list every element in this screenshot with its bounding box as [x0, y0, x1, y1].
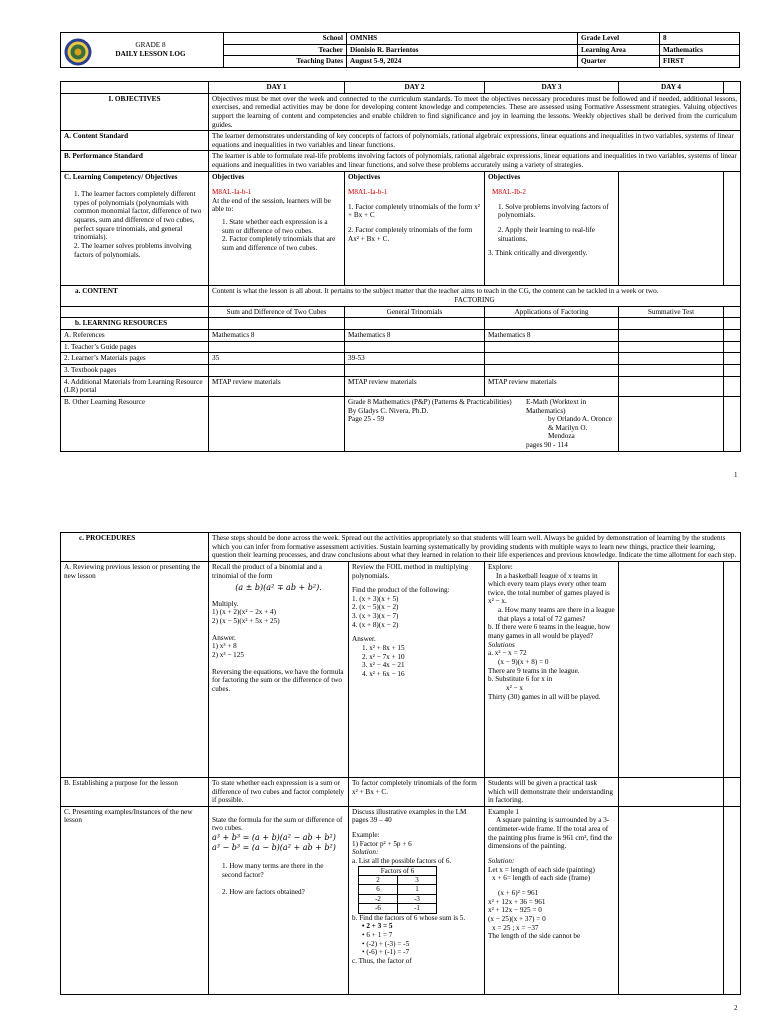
a1-multiply: Multiply.: [212, 599, 239, 608]
tg-d3: [485, 341, 619, 353]
day3-objective-3: 3. Think critically and divergently.: [488, 249, 588, 258]
add-day3: MTAP review materials: [485, 376, 619, 396]
references-label: A. References: [61, 330, 209, 342]
c3-e4: (x − 25)(x + 37) = 0: [488, 914, 546, 923]
c3-e5: x = 25 ; x = −37: [492, 923, 539, 932]
day5-objectives-cell: [724, 172, 741, 286]
content-topic: FACTORING: [454, 296, 495, 305]
tg-d5: [724, 341, 741, 353]
day-3-header: DAY 3: [485, 82, 619, 94]
c2-bullet-2: • 6 + 1 = 7: [362, 930, 393, 939]
add-day1: MTAP review materials: [209, 376, 345, 396]
tb-d1: [209, 364, 345, 376]
a1-q2: 2) (x − 5)(x² + 5x + 25): [212, 617, 280, 626]
a3-s1: a. x² − x = 72: [488, 649, 527, 658]
page-number-1: 1: [734, 471, 738, 479]
a1-formula: (a ± b)(a² ∓ ab + b²).: [235, 583, 322, 593]
content-label: a. CONTENT: [61, 286, 209, 306]
factor-cell: 2: [359, 876, 398, 885]
proc-b-day1: To state whether each expression is a sum or difference of two cubes and factor completely if possible.: [209, 777, 349, 806]
tg-d1: [209, 341, 345, 353]
day-1-header: DAY 1: [209, 82, 345, 94]
day2-objective-2: 2. Factor completely trinomials of the form Ax² + Bx + C.: [348, 226, 473, 243]
other-1-title: Grade 8 Mathematics (P&P) (Patterns & Practicabilities): [348, 397, 512, 406]
resources-label: b. LEARNING RESOURCES: [61, 318, 209, 330]
ref-day4: [619, 330, 724, 342]
objectives-label: I. OBJECTIVES: [61, 93, 209, 131]
c2-discuss: Discuss illustrative examples in the LM pages 39 – 40: [352, 807, 467, 825]
ref-day5: [724, 330, 741, 342]
a2-item-2: 2. (x − 5)(x − 2): [352, 603, 399, 612]
day1-objectives-cell: [209, 172, 345, 286]
c1-formula-1: a³ + b³ = (a + b)(a² − ab + b²): [212, 833, 336, 843]
add-day2: MTAP review materials: [345, 376, 485, 396]
proc-c-day2: [349, 806, 485, 994]
day1-code: M8AL-Ia-b-1: [212, 188, 252, 197]
table-row: [359, 885, 437, 894]
day4-objectives-cell: [619, 172, 724, 286]
day1-objectives-heading: Objectives: [212, 173, 245, 182]
c1-q2: 2. How are factors obtained?: [222, 887, 305, 896]
proc-a-day4: [619, 561, 724, 777]
c2-bullet-4: • (-6) + (-1) = -7: [362, 948, 410, 957]
day3-objective-1: 1. Solve problems involving factors of polynomials.: [498, 202, 609, 220]
teacher-value: Dionisio R. Barrientos: [347, 44, 578, 56]
tb-label: 3. Textbook pages: [61, 364, 209, 376]
proc-a-day1: [209, 561, 349, 777]
factors-table-head: Factors of 6: [359, 866, 437, 875]
day3-objectives-heading: Objectives: [488, 173, 521, 182]
header-title-cell: [61, 33, 224, 68]
factor-cell: 3: [398, 876, 437, 885]
a1-recall: Recall the product of a binomial and a trinomial of the form: [212, 562, 322, 580]
grade-level-value: 8: [660, 33, 740, 45]
content-day-blank: [61, 306, 209, 318]
add-day4: [619, 376, 724, 396]
day2-topic: General Trinomials: [345, 306, 485, 318]
proc-a-label: A. Reviewing previous lesson or presenting the new lesson: [61, 561, 209, 777]
tg-d4: [619, 341, 724, 353]
lm-day1: 35: [209, 353, 345, 365]
proc-b-day4: [619, 777, 724, 806]
a2-review: Review the FOIL method in multiplying polynomials.: [352, 562, 469, 580]
a1-note: Reversing the equations, we have the formula for factoring the sum or the difference of two cubes.: [212, 667, 344, 693]
proc-b-day3: Students will be given a practical task which will demonstrate their understanding in factoring.: [485, 777, 619, 806]
content-cell: [209, 286, 741, 306]
day3-topic: Applications of Factoring: [485, 306, 619, 318]
dates-value: August 5-9, 2024: [347, 56, 578, 68]
a3-explore: Explore:: [488, 562, 513, 571]
c2-bullet-3: • (-2) + (-3) = -5: [362, 939, 410, 948]
a2-answer-3: 3. x² − 4x − 21: [362, 661, 405, 670]
c3-let1: Let x = length of each side (painting): [488, 865, 595, 874]
a3-s6: Thirty (30) games in all will be played.: [488, 692, 601, 701]
c2-solution: Solution:: [352, 848, 379, 857]
grade-title: GRADE 8: [135, 41, 166, 50]
other-2-author: by Orlando A. Oronce & Marilyn O. Mendoza: [548, 415, 612, 441]
other-day5: [724, 396, 741, 451]
factor-cell: 6: [359, 885, 398, 894]
performance-standard-text: The learner is able to formulate real-life problems involving factors of polynomials, rational algebraic expressions, linear equations and inequalities in two variables, systems of linear equations and inequalities in two variables and linear functions, and solve these problems accurately using a variety of strategies.: [209, 151, 741, 172]
content-standard-text: The learner demonstrates understanding of key concepts of factors of polynomials, rational algebraic expressions, linear equations and inequalities in two variables, systems of linear equations and inequalities in two variables and linear functions.: [209, 131, 741, 151]
lm-day2: 39-53: [345, 353, 485, 365]
table-row: [359, 876, 437, 885]
day2-code: M8AL-Ia-b-1: [348, 188, 388, 197]
a3-s2: (x − 9)(x + 8) = 0: [498, 657, 549, 666]
a3-qb: b. If there were 6 teams in the league, how many games in all would be played?: [488, 623, 611, 641]
c3-example: Example 1: [488, 807, 519, 816]
c2-example: Example:: [352, 831, 380, 840]
days-blank-cell: [61, 82, 209, 94]
other-label: B. Other Learning Resource: [61, 396, 209, 451]
day2-objectives-heading: Objectives: [348, 173, 381, 182]
a3-problem: In a basketball league of x teams in which every team plays every other team twice, the total number of games played is x² − x.: [488, 571, 610, 606]
school-value: OMNHS: [347, 33, 578, 45]
proc-a-day3: [485, 561, 619, 777]
quarter-value: FIRST: [660, 56, 740, 68]
other-1-author: By Gladys C. Nivera, Ph.D.: [348, 406, 429, 415]
a1-ans2: 2) x³ − 125: [212, 651, 244, 659]
factors-table: [358, 866, 437, 914]
lesson-table-page2: [60, 532, 741, 995]
other-2-pages: pages 90 - 114: [526, 441, 568, 450]
day1-topic: Sum and Difference of Two Cubes: [209, 306, 345, 318]
a3-s4: b. Substitute 6 for x in: [488, 675, 553, 684]
area-label: Learning Area: [578, 44, 660, 56]
resources-d2: [345, 318, 485, 330]
factor-cell: -2: [359, 894, 398, 903]
additional-label: 4. Additional Materials from Learning Resource (LR) portal: [61, 376, 209, 396]
other-day4: [619, 396, 724, 451]
a3-s3: There are 9 teams in the league.: [488, 666, 580, 675]
tg-label: 1. Teacher’s Guide pages: [61, 341, 209, 353]
a2-find: Find the product of the following:: [352, 586, 450, 595]
competency-item-1: 1. The learner factors completely different types of polynomials (polynomials with common monomial factor, difference of two squares, sum and difference of two cubes, perfect square trinomials, and general trinomials).: [74, 190, 202, 242]
content-text: Content is what the lesson is all about. It pertains to the subject matter that the teacher aims to teach in the CG, the content can be tackled in a week or two.: [212, 287, 659, 296]
competency-item-2: 2. The learner solves problems involving factors of polynomials.: [74, 241, 192, 259]
objectives-text: Objectives must be met over the week and connected to the curriculum standards. To meet the objectives necessary procedures must be followed and if needed, additional lessons, exercises, and remedial activities may be done for developing content knowledge and competencies. These are assessed using Formative Assessment strategies. Valuing objectives support the learning of content and competencies and enable children to find significance and joy in learning the lessons. Weekly objectives shall be derived from the curriculum guides.: [209, 93, 741, 131]
c1-state: State the formula for the sum or difference of two cubes.: [212, 815, 343, 833]
proc-b-label: B. Establishing a purpose for the lesson: [61, 777, 209, 806]
day1-objective-2: 2. Factor completely trinomials that are sum and difference of two cubes.: [222, 235, 336, 252]
c1-formula-2: a³ − b³ = (a − b)(a² + ab + b²): [212, 842, 336, 852]
tg-d2: [345, 341, 485, 353]
lm-day3: [485, 353, 619, 365]
area-value: Mathematics: [660, 44, 740, 56]
a1-q1: 1) (x + 2)(x² − 2x + 4): [212, 608, 277, 617]
c3-problem: A square painting is surrounded by a 3-centimeter-wide frame. If the total area of the painting plus frame is 961 cm², find the dimensions of the painting.: [488, 816, 613, 851]
c3-e6: The length of the side cannot be: [488, 932, 581, 941]
day2-objective-1: 1. Factor completely trinomials of the form x² + Bx + C: [348, 202, 480, 220]
day3-objective-2: 2. Apply their learning to real-life situations.: [498, 226, 595, 243]
page-number-2: 2: [734, 1004, 738, 1012]
teacher-label: Teacher: [224, 44, 347, 56]
log-title: DAILY LESSON LOG: [115, 49, 186, 58]
a2-answer-4: 4. x² + 6x − 16: [362, 669, 405, 678]
factor-cell: 1: [398, 885, 437, 894]
day1-lead: At the end of the session, learners will be able to:: [212, 196, 331, 214]
quarter-label: Quarter: [578, 56, 660, 68]
factor-cell: -6: [359, 904, 398, 913]
resources-d4: [619, 318, 724, 330]
competency-label: C. Learning Competency/ Objectives: [64, 173, 178, 182]
day5-topic: [724, 306, 741, 318]
other-day1: [209, 396, 345, 451]
a2-item-1: 1. (x + 3)(x + 5): [352, 594, 399, 603]
grade-level-label: Grade Level: [578, 33, 660, 45]
lm-day5: [724, 353, 741, 365]
a3-qa: a. How many teams are there in a league that plays a total of 72 games?: [498, 606, 615, 623]
competency-cell: [61, 172, 209, 286]
proc-a-day2: [349, 561, 485, 777]
ref-day2: Mathematics 8: [345, 330, 485, 342]
day-5-header: [724, 82, 741, 94]
c1-q1: 1. How many terms are there in the second factor?: [222, 862, 324, 879]
content-standard-label: A. Content Standard: [61, 131, 209, 151]
c3-solution: Solution:: [488, 857, 515, 866]
a3-solutions: Solutions: [488, 640, 515, 649]
ref-day3: Mathematics 8: [485, 330, 619, 342]
resources-d3: [485, 318, 619, 330]
lesson-table-page1: [60, 81, 741, 452]
bullet-text: (-6) + (-1) = -7: [366, 948, 410, 957]
school-label: School: [224, 33, 347, 45]
proc-c-day4: [619, 806, 724, 994]
header-table: [60, 32, 740, 68]
c2-factor: 1) Factor p² + 5p + 6: [352, 839, 412, 848]
performance-standard-label: B. Performance Standard: [61, 151, 209, 172]
tb-d4: [619, 364, 724, 376]
a1-ans1: 1) x³ + 8: [212, 642, 237, 651]
a1-answer: Answer.: [212, 633, 236, 642]
c2-step-c: c. Thus, the factor of: [352, 956, 412, 965]
bullet-text: 6 + 1 = 7: [366, 930, 393, 939]
proc-c-day1: [209, 806, 349, 994]
other-1-pages: Page 25 - 59: [348, 415, 385, 424]
table-row: [359, 894, 437, 903]
proc-b-day5: [724, 777, 741, 806]
add-day5: [724, 376, 741, 396]
procedures-label: c. PROCEDURES: [61, 533, 209, 562]
tb-d2: [345, 364, 485, 376]
bullet-text: (-2) + (-3) = -5: [366, 939, 410, 948]
proc-a-day5: [724, 561, 741, 777]
lm-day4: [619, 353, 724, 365]
a2-answer-2: 2. x² − 7x + 10: [362, 652, 405, 661]
day3-objectives-cell: [485, 172, 619, 286]
a2-answer-1: 1. x² + 8x + 15: [362, 644, 405, 653]
proc-c-day3: [485, 806, 619, 994]
day1-objective-1: 1. State whether each expression is a sum or difference of two cubes.: [222, 218, 328, 235]
proc-b-day2: To factor completely trinomials of the form x² + Bx + C.: [349, 777, 485, 806]
other-2-title: E-Math (Worktext in Mathematics): [526, 397, 587, 415]
a3-s5: x² − x: [506, 683, 523, 692]
day4-topic: Summative Test: [619, 306, 724, 318]
proc-c-day5: [724, 806, 741, 994]
day3-code: M8AL-Ib-2: [492, 188, 526, 197]
dates-label: Teaching Dates: [224, 56, 347, 68]
bullet-text: 2 + 3 = 5: [366, 922, 393, 931]
table-row: [359, 904, 437, 913]
ref-day1: Mathematics 8: [209, 330, 345, 342]
a2-answer: Answer.: [352, 635, 376, 644]
c3-e1: (x + 6)² = 961: [498, 888, 539, 897]
c3-let2: x + 6= length of each side (frame): [492, 874, 591, 883]
resources-d5: [724, 318, 741, 330]
procedures-text: These steps should be done across the week. Spread out the activities appropriately so that students will learn well. Always be guided by demonstration of learning by the students which you can infer from formative assessment activities. Sustain learning systematically by providing students with multiple ways to learn new things, practice their learning, question their learning processes, and draw conclusions about what they learned in relation to their life experiences and previous knowledge. Indicate the time allotment for each step.: [209, 533, 741, 562]
day2-objectives-cell: [345, 172, 485, 286]
c3-e3: x² + 12x − 925 = 0: [488, 906, 542, 915]
day-4-header: DAY 4: [619, 82, 724, 94]
resources-d1: [209, 318, 345, 330]
proc-c-label: C. Presenting examples/Instances of the new lesson: [61, 806, 209, 994]
tb-d5: [724, 364, 741, 376]
c2-step-a: a. List all the possible factors of 6.: [352, 857, 452, 866]
factor-cell: -3: [398, 894, 437, 903]
c2-bullet-1: • 2 + 3 = 5: [362, 922, 393, 931]
lm-label: 2. Learner’s Materials pages: [61, 353, 209, 365]
day-2-header: DAY 2: [345, 82, 485, 94]
c2-step-b: b. Find the factors of 6 whose sum is 5.: [352, 913, 466, 922]
factor-cell: -1: [398, 904, 437, 913]
tb-d3: [485, 364, 619, 376]
other-resources-cell: [345, 396, 619, 451]
a2-item-4: 4. (x + 8)(x − 2): [352, 620, 399, 629]
a2-item-3: 3. (x + 3)(x − 7): [352, 612, 399, 621]
c3-e2: x² + 12x + 36 = 961: [488, 897, 546, 906]
